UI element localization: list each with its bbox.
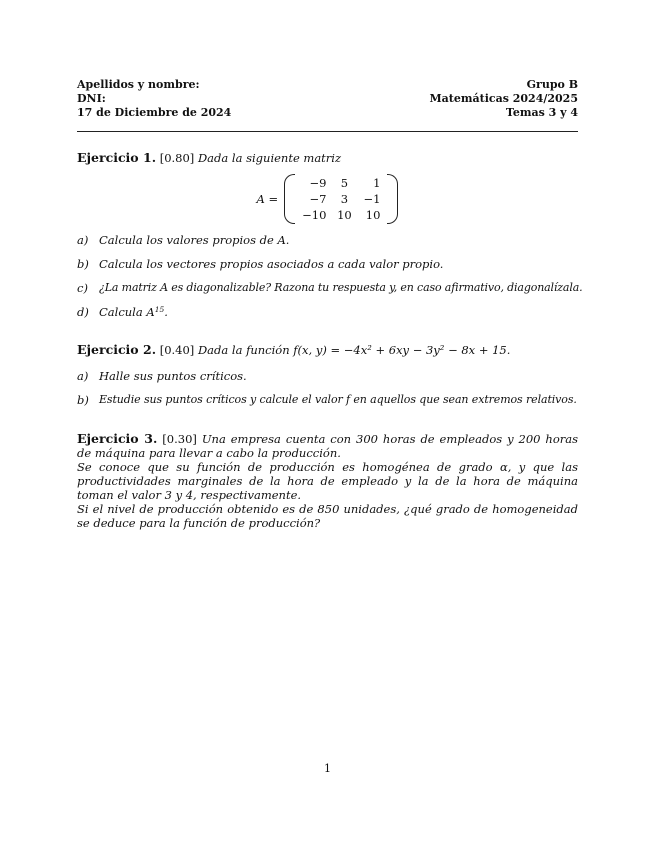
item-text: Calcula los valores propios de A. bbox=[99, 233, 290, 247]
item-label: a) bbox=[77, 369, 89, 383]
matrix-cell: −9 bbox=[309, 176, 327, 190]
matrix-display bbox=[77, 173, 578, 225]
exercise-2-title: Ejercicio 2. bbox=[77, 342, 157, 357]
exercise-1-intro: Dada la siguiente matriz bbox=[197, 151, 342, 165]
matrix-cell: 3 bbox=[340, 192, 349, 206]
item-label: c) bbox=[77, 281, 88, 295]
item-text-main: Calcula A bbox=[99, 305, 155, 319]
exam-date: 17 de Diciembre de 2024 bbox=[77, 106, 232, 119]
matrix-cell: 1 bbox=[373, 176, 381, 190]
matrix-cell: 10 bbox=[337, 208, 352, 222]
group-label: Grupo B bbox=[526, 78, 578, 91]
exercise-3-paragraph-2: Se conoce que su función de producción es homogénea de grado α, y que las productividades marginales de la hora de empleado y la de la hora de máquina toman el valor 3 y 4, respectivamente. bbox=[77, 460, 578, 502]
item-label: b) bbox=[77, 257, 89, 271]
dni-field-label: DNI: bbox=[77, 92, 106, 105]
item-label: d) bbox=[77, 305, 89, 319]
item-text: ¿La matriz A es diagonalizable? Razona tu respuesta y, en caso afirmativo, diagonalízala. bbox=[99, 281, 583, 294]
item-text-end: . bbox=[164, 305, 168, 319]
exercise-3-paragraph-1 bbox=[77, 432, 578, 460]
matrix-row bbox=[297, 175, 385, 191]
exponent: 15 bbox=[154, 305, 165, 314]
exercise-1-title: Ejercicio 1. bbox=[77, 150, 157, 165]
header-row-3 bbox=[77, 106, 578, 120]
header-divider bbox=[77, 131, 578, 132]
name-field-label: Apellidos y nombre: bbox=[77, 78, 200, 91]
matrix-cell: −1 bbox=[363, 192, 381, 206]
header-row-2 bbox=[77, 92, 578, 106]
exercise-1 bbox=[77, 150, 583, 331]
exercise-3-paragraph-3: Si el nivel de producción obtenido es de 850 unidades, ¿qué grado de homogeneidad se deduce para la función de producción? bbox=[77, 502, 578, 530]
exercise-3-points: [0.30] bbox=[162, 432, 197, 446]
matrix-cell: 5 bbox=[340, 176, 349, 190]
matrix-left-paren bbox=[284, 174, 295, 224]
exercise-3-text-1: Una empresa cuenta con 300 horas de empleados y 200 horas de máquina para llevar a cabo la producción. bbox=[77, 432, 579, 460]
item-text: Calcula los vectores propios asociados a cada valor propio. bbox=[99, 257, 444, 271]
item-text: Estudie sus puntos críticos y calcule el valor f en aquellos que sean extremos relativos. bbox=[99, 393, 577, 406]
exercise-2-formula: f(x, y) = −4x² + 6xy − 3y² − 8x + 15. bbox=[293, 343, 511, 357]
item-text: Halle sus puntos críticos. bbox=[99, 369, 247, 383]
item-text bbox=[99, 305, 578, 319]
matrix-cell: 10 bbox=[365, 208, 381, 222]
course-label: Matemáticas 2024/2025 bbox=[429, 92, 578, 105]
matrix-right-paren bbox=[387, 174, 398, 224]
item-label: b) bbox=[77, 393, 89, 407]
exercise-2-intro: Dada la función bbox=[197, 343, 290, 357]
matrix-cell: −7 bbox=[309, 192, 327, 206]
matrix-row bbox=[297, 207, 385, 223]
matrix-label: A = bbox=[256, 192, 279, 206]
header-row-1 bbox=[77, 78, 578, 92]
topics-label: Temas 3 y 4 bbox=[505, 106, 578, 119]
matrix-cell: −10 bbox=[302, 208, 327, 222]
exercise-1-points: [0.80] bbox=[159, 151, 195, 165]
matrix-row bbox=[297, 191, 385, 207]
matrix-a bbox=[297, 175, 385, 223]
exercise-2-points: [0.40] bbox=[159, 343, 195, 357]
exercise-3 bbox=[77, 432, 578, 530]
exercise-3-title: Ejercicio 3. bbox=[77, 431, 158, 446]
page-number: 1 bbox=[324, 762, 331, 775]
exam-header bbox=[77, 78, 578, 120]
item-label: a) bbox=[77, 233, 89, 247]
exercise-1-heading bbox=[77, 151, 341, 165]
exercise-2 bbox=[77, 343, 578, 413]
exercise-2-heading bbox=[77, 343, 510, 357]
